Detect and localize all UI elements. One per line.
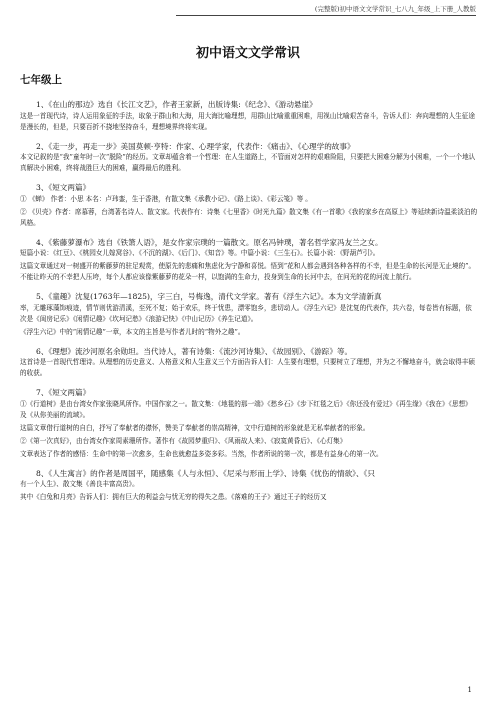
item-7-text-1: ①《行道树》是由台湾女作家张晓风所作。中国作家之一。散文集：《地毯的那一端》《愁乡石》《步下红毯之后》《你还没有爱过》《再生缘》《我在》《思想》及《从你美丽的流域》。	[20, 399, 472, 419]
item-3-text-2: ② 《贝壳》作者：席慕蓉，台湾著名诗人、散文家。代表作有：诗集《七里香》《时光九篇》散文集《有一首歌》《我的家乡在高原上》等延续新诗温柔淡泊的风格。	[20, 207, 478, 227]
item-7-text-2: 这篇文章借行道树的自白，抒写了奉献者的襟怀，赞美了奉献者的崇高精神，文中行道树的形象就是无私奉献者的形象。	[20, 423, 370, 432]
item-8-heading: 8、《人生寓言》的作者是周国平，随感集《人与永恒》、《尼采与形而上学》、诗集《忧伤的情欲》、《只	[36, 468, 375, 478]
item-7-text-4: 文章表达了作者的感悟：生命中的第一次愈多，生命也就愈益多姿多彩。当然，作者所说的第一次，都是有益身心的第一次。	[20, 449, 383, 458]
page-number: 1	[467, 686, 472, 694]
item-3-heading: 3、《短文两篇》	[36, 183, 91, 192]
document-content	[20, 72, 478, 505]
item-7-text-3: ②《第一次真好》，由台湾女作家周素珊所作。著作有《故园梦重归》、《风雨故人来》、《寂寞黄昏后》、《心灯集》	[20, 436, 347, 445]
item-6-heading: 6、《理想》流沙河原名余勋坦。当代诗人，著有诗集：《流沙河诗集》、《故园别》、《游踪》等。	[36, 346, 353, 356]
grade-heading: 七年级上	[20, 74, 62, 86]
item-2-text: 本文记叙的是“我”童年时一次“脱险”的经历。文章却蕴含着一个哲理：在人生道路上，不管面对怎样的艰难险阻，只要把大困难分解为小困难，一个一个地认真解决小困难，终将战胜巨大的困难，赢得最后的胜利。	[20, 153, 476, 172]
item-8-text-2: 其中《白兔和月亮》告诉人们：拥有巨大的利益会与忧无穷的得失之患。《落难的王子》通过王子的经历又	[20, 493, 327, 501]
page-title: 初中语文文学常识	[195, 46, 300, 61]
item-6-text: 这首诗是一首现代哲理诗。从理想的历史意义、人格意义和人生意义三个方面告诉人们：人生要有理想，只要树立了理想，并为之不懈地奋斗，就会取得丰硕的收获。	[20, 358, 475, 377]
item-3-text-1: ① 《蝉》 作者：小思 本名：卢玮銮，生于香港，有散文集《承教小记》、《路上谈》、《彩云笺》等 。	[20, 194, 312, 203]
item-5-text-2: 《浮生六记》中的“闲情记趣”一章，本文的主旨是写作者儿时的“物外之趣”。	[20, 327, 245, 336]
item-4-heading: 4、《紫藤萝瀑布》选自《铁箫人语》，是女作家宗璞的一篇散文。原名冯钟璞，著名哲学家冯友兰之女。	[36, 237, 383, 247]
item-4-text-1: 短篇小说：《红豆》、《桃园女儿嫁窝谷》、《不沉的湖》、《后门》、《知音》等。中篇小说：《三生石》。长篇小说：《野葫芦引》。	[20, 249, 380, 257]
page-header: (完整版)初中语文文学常识_七八九_年级_上下册_人教版	[176, 4, 476, 16]
item-4-text-2: 这篇文章通过对一树盛开的紫藤萝的驻足观赏，使原先的悲痛和焦虑化为宁静和喜悦。悟到“花和人都会遇到各种各样的不幸，但是生命的长河是无止境的”。不能让昨天的不幸把人压垮，每个人都应该像紫藤萝的花朵一样，以饱满的生命力，投身到生命的长河中去，在问光的花的河流上航行。	[20, 262, 476, 281]
item-1-text: 这是一首现代诗，诗人运用象征的手法，取象于群山和大海，用大海比喻理想，用群山比喻重重困难，用视山比喻艰苦奋斗，告诉人们：奔向理想的人生征途是漫长的，但是，只要百折不挠地坚持奋斗，理想境界终将实现。	[20, 111, 475, 131]
item-5-heading: 5、《童趣》沈复(1763年—1825)，字三白，号梅逸，清代文学家。著有《浮生六记》。本为文学清新真	[36, 292, 382, 301]
item-8-text-1: 有一个人生》、散文集《善良丰富高贵》。	[20, 480, 139, 488]
item-5-text-1: 率，无雕琢藻饰痕迹，情节则优游清溪，至死不复；始于欢乐，终于忧患，漂零饱乡，悲切动人。《浮生六记》是沈复的代表作，共六卷，每卷皆有标题，依次是《闺房记乐》《闲情记趣》《坎坷记愁》《浪游记快》《中山记历》《养生记道》。	[20, 303, 472, 323]
item-1-heading: 1、《在山的那边》选自《长江文艺》，作者王家新，出版诗集:《纪念》、《游动悬崖》	[36, 100, 317, 109]
item-7-heading: 7、《短文两篇》	[36, 388, 91, 397]
item-2-heading: 2、《走一步，再走一步》美国莫顿·亨特：作家、心理学家，代表作：《痛击》、《心理学的故事》	[36, 141, 355, 151]
